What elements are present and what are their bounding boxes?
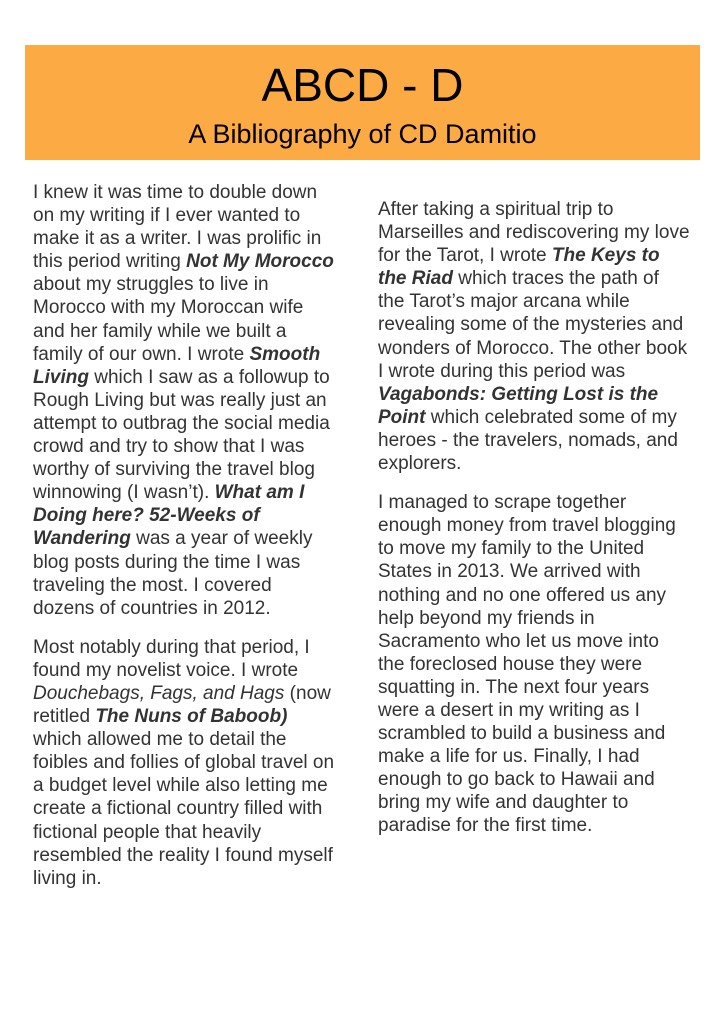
- book-title-nuns-of-baboob: The Nuns of Baboob): [95, 706, 288, 728]
- page-subtitle: A Bibliography of CD Damitio: [188, 119, 537, 149]
- text-run: Most notably during that period, I found my novelist voice. I wrote: [33, 636, 310, 681]
- left-column: [33, 181, 338, 890]
- text-run: was a year of weekly blog posts during the time I was traveling the most. I covered dozens of countries in 2012.: [33, 528, 313, 619]
- right-column: [378, 198, 690, 838]
- paragraph-right-1: [378, 198, 690, 475]
- text-run: I knew it was time to double down on my writing if I ever wanted to make it as a writer. I was prolific in this period writing: [33, 182, 322, 273]
- paragraph-left-2: [33, 636, 338, 890]
- page-title: ABCD - D: [261, 59, 464, 111]
- title-banner: [25, 45, 700, 160]
- text-run: After taking a spiritual trip to Marseilles and rediscovering my love for the Tarot, I wrote: [378, 199, 690, 267]
- text-run: which I saw as a followup to Rough Living but was really just an attempt to outbrag the social media crowd and try to show that I was worthy of surviving the travel blog winnowing (I wasn’t).: [33, 366, 330, 504]
- book-title-douchebags: Douchebags, Fags, and Hags: [33, 682, 285, 704]
- text-run: which allowed me to detail the foibles and follies of global travel on a budget level while also letting me create a fictional country filled with fictional people that heavily resembled the reality I found myself living in.: [33, 729, 335, 889]
- text-run: which celebrated some of my heroes - the travelers, nomads, and explorers.: [378, 406, 678, 475]
- book-title-smooth-living: Smooth Living: [33, 343, 321, 388]
- paragraph-right-2: I managed to scrape together enough money from travel blogging to move my family to the United States in 2013. We arrived with nothing and no one offered us any help beyond my friends in Sacramento who let us move into the foreclosed house they were squatting in. The next four years were a desert in my writing as I scrambled to build a business and make a life for us. Finally, I had enough to go back to Hawaii and bring my wife and daughter to paradise for the first time.: [378, 492, 676, 837]
- book-title-what-am-i-doing-here: What am I Doing here? 52-Weeks of Wandering: [33, 482, 305, 550]
- book-title-vagabonds: Vagabonds: Getting Lost is the Point: [378, 383, 659, 428]
- book-title-keys-to-the-riad: The Keys to the Riad: [378, 245, 660, 290]
- text-run: (now retitled: [33, 682, 331, 728]
- book-title-not-my-morocco: Not My Morocco: [186, 251, 334, 273]
- text-run: which traces the path of the Tarot’s major arcana while revealing some of the mysteries and wonders of Morocco. The other book I wrote during this period was: [378, 268, 688, 382]
- text-run: about my struggles to live in Morocco with my Moroccan wife and her family while we built a family of our own. I wrote: [33, 274, 304, 365]
- paragraph-left-1: [33, 181, 338, 620]
